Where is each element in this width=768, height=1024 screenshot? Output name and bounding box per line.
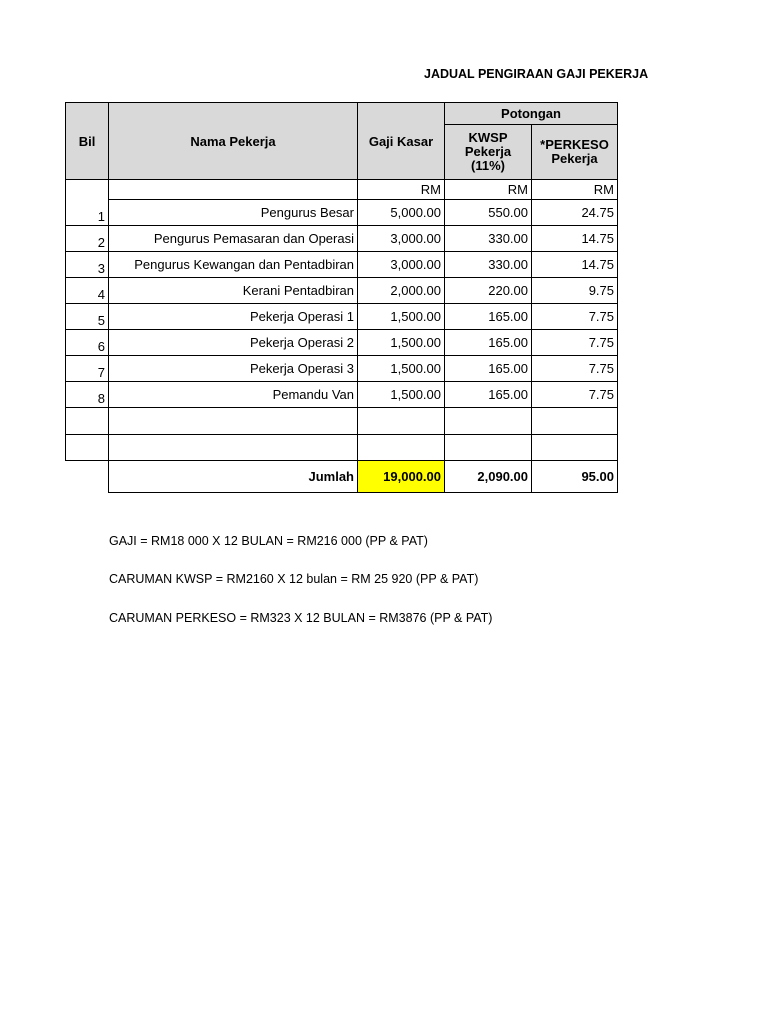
kwsp-cell: 165.00 bbox=[445, 382, 532, 408]
salary-table bbox=[65, 102, 618, 493]
nama-cell: Pengurus Besar bbox=[109, 200, 358, 226]
empty-row bbox=[66, 408, 618, 435]
bil-cell: 7 bbox=[66, 356, 109, 382]
gaji-cell: 1,500.00 bbox=[358, 304, 445, 330]
perkeso-cell: 7.75 bbox=[532, 304, 618, 330]
gaji-cell: 1,500.00 bbox=[358, 356, 445, 382]
kwsp-cell: 550.00 bbox=[445, 200, 532, 226]
kwsp-cell: 165.00 bbox=[445, 356, 532, 382]
table-row bbox=[66, 382, 618, 408]
gaji-cell: 3,000.00 bbox=[358, 252, 445, 278]
bil-cell: 5 bbox=[66, 304, 109, 330]
table-row bbox=[66, 356, 618, 382]
nama-cell: Pekerja Operasi 3 bbox=[109, 356, 358, 382]
gaji-cell: 1,500.00 bbox=[358, 382, 445, 408]
perkeso-cell: 7.75 bbox=[532, 356, 618, 382]
empty-cell bbox=[358, 408, 445, 435]
nama-cell: Pekerja Operasi 1 bbox=[109, 304, 358, 330]
bil-cell: 6 bbox=[66, 330, 109, 356]
empty-cell bbox=[532, 408, 618, 435]
total-perkeso: 95.00 bbox=[532, 461, 618, 493]
perkeso-cell: 14.75 bbox=[532, 226, 618, 252]
empty-cell bbox=[109, 408, 358, 435]
nama-cell: Kerani Pentadbiran bbox=[109, 278, 358, 304]
empty-cell bbox=[445, 435, 532, 461]
header-potongan: Potongan bbox=[445, 103, 618, 125]
total-gaji: 19,000.00 bbox=[358, 461, 445, 493]
header-perkeso: *PERKESO Pekerja bbox=[532, 125, 618, 180]
perkeso-cell: 9.75 bbox=[532, 278, 618, 304]
header-nama-pekerja: Nama Pekerja bbox=[109, 103, 358, 180]
note-kwsp: CARUMAN KWSP = RM2160 X 12 bulan = RM 25 920 (PP & PAT) bbox=[109, 572, 479, 586]
nama-cell: Pemandu Van bbox=[109, 382, 358, 408]
perkeso-cell: 7.75 bbox=[532, 330, 618, 356]
bil-cell: 8 bbox=[66, 382, 109, 408]
total-label: Jumlah bbox=[109, 461, 358, 493]
unit-kwsp: RM bbox=[445, 180, 532, 200]
kwsp-cell: 220.00 bbox=[445, 278, 532, 304]
kwsp-cell: 165.00 bbox=[445, 304, 532, 330]
nama-cell: Pengurus Pemasaran dan Operasi bbox=[109, 226, 358, 252]
unit-gaji: RM bbox=[358, 180, 445, 200]
bil-cell: 4 bbox=[66, 278, 109, 304]
note-perkeso: CARUMAN PERKESO = RM323 X 12 BULAN = RM3876 (PP & PAT) bbox=[109, 611, 493, 625]
bil-cell: 3 bbox=[66, 252, 109, 278]
bil-cell: 2 bbox=[66, 226, 109, 252]
perkeso-cell: 7.75 bbox=[532, 382, 618, 408]
total-kwsp: 2,090.00 bbox=[445, 461, 532, 493]
empty-cell bbox=[66, 435, 109, 461]
header-gaji-kasar: Gaji Kasar bbox=[358, 103, 445, 180]
kwsp-cell: 330.00 bbox=[445, 252, 532, 278]
nama-cell: Pekerja Operasi 2 bbox=[109, 330, 358, 356]
unit-perkeso: RM bbox=[532, 180, 618, 200]
empty-cell bbox=[358, 435, 445, 461]
gaji-cell: 1,500.00 bbox=[358, 330, 445, 356]
table-row bbox=[66, 252, 618, 278]
empty-cell bbox=[109, 435, 358, 461]
nama-cell: Pengurus Kewangan dan Pentadbiran bbox=[109, 252, 358, 278]
gaji-cell: 3,000.00 bbox=[358, 226, 445, 252]
total-row bbox=[66, 461, 618, 493]
bil-cell: 1 bbox=[66, 200, 109, 226]
nama-cell bbox=[109, 180, 358, 200]
empty-row bbox=[66, 435, 618, 461]
perkeso-cell: 14.75 bbox=[532, 252, 618, 278]
table-row bbox=[66, 200, 618, 226]
bil-cell bbox=[66, 180, 109, 200]
empty-cell bbox=[66, 408, 109, 435]
note-gaji: GAJI = RM18 000 X 12 BULAN = RM216 000 (PP & PAT) bbox=[109, 534, 428, 548]
table-row bbox=[66, 304, 618, 330]
gaji-cell: 5,000.00 bbox=[358, 200, 445, 226]
table-row bbox=[66, 278, 618, 304]
table-row bbox=[66, 330, 618, 356]
empty-cell bbox=[445, 408, 532, 435]
table-row bbox=[66, 226, 618, 252]
kwsp-cell: 165.00 bbox=[445, 330, 532, 356]
kwsp-cell: 330.00 bbox=[445, 226, 532, 252]
empty-cell bbox=[532, 435, 618, 461]
perkeso-cell: 24.75 bbox=[532, 200, 618, 226]
blank-cell bbox=[66, 461, 109, 493]
header-kwsp: KWSP Pekerja (11%) bbox=[445, 125, 532, 180]
header-bil: Bil bbox=[66, 103, 109, 180]
gaji-cell: 2,000.00 bbox=[358, 278, 445, 304]
sheet-title: JADUAL PENGIRAAN GAJI PEKERJA bbox=[424, 67, 649, 81]
